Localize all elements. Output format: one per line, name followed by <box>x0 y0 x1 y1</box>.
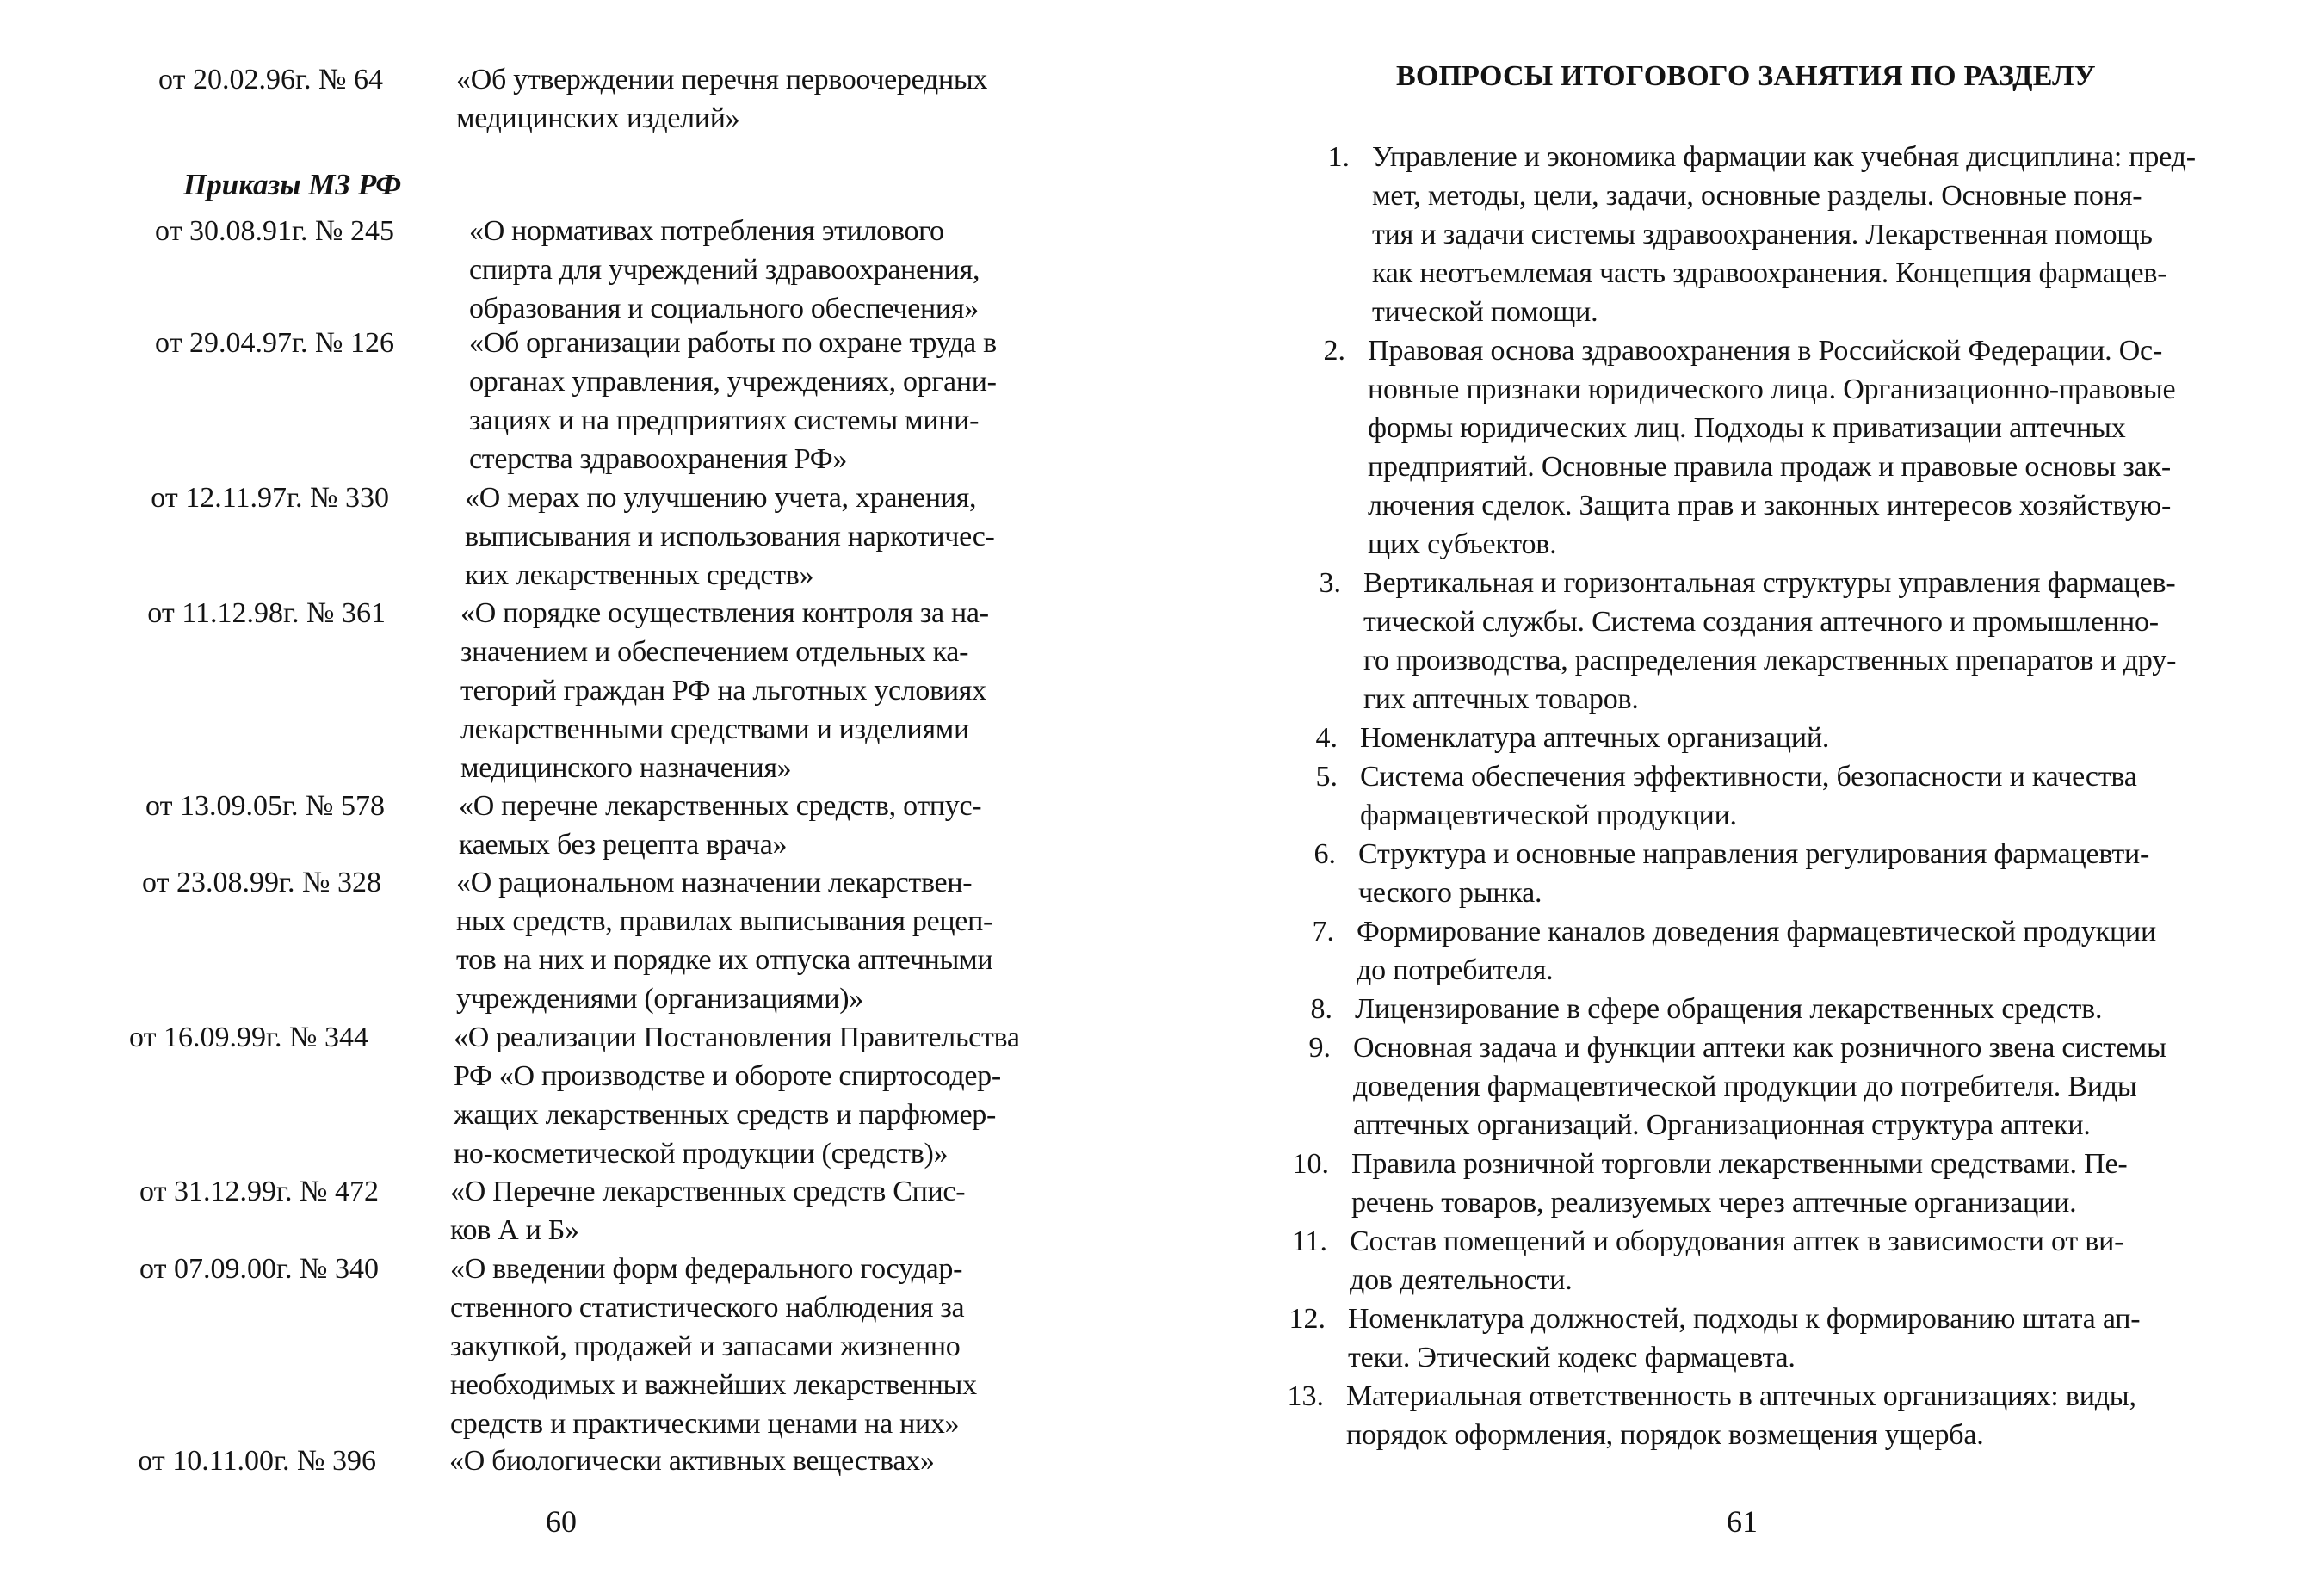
order-title-line: «О введении форм федерального государ- <box>450 1253 963 1285</box>
question-text <box>1360 757 2221 835</box>
order-date: от 31.12.99г. № 472 <box>139 1176 379 1207</box>
question-text <box>1353 1028 2214 1145</box>
question-text-line: лючения сделок. Защита прав и законных интересов хозяйствую- <box>1368 490 2172 522</box>
order-date: от 07.09.00г. № 340 <box>139 1253 379 1285</box>
question-number: 12. <box>1289 1303 1326 1335</box>
order-date: от 20.02.96г. № 64 <box>158 64 383 96</box>
question-text-line: Лицензирование в сфере обращения лекарственных средств. <box>1355 993 2103 1025</box>
question-text <box>1357 912 2217 990</box>
order-title-line: значением и обеспечением отдельных ка- <box>460 636 969 668</box>
order-title-line: ков А и Б» <box>450 1214 579 1246</box>
question-text <box>1348 1299 2209 1377</box>
order-title-line: «О Перечне лекарственных средств Спис- <box>450 1176 966 1207</box>
question-text-line: тия и задачи системы здравоохранения. Лекарственная помощь <box>1372 219 2153 250</box>
question-text-line: Управление и экономика фармации как учебная дисциплина: пред- <box>1372 141 2196 173</box>
question-text-line: фармацевтической продукции. <box>1360 799 1737 831</box>
question-text-line: Материальная ответственность в аптечных организациях: виды, <box>1346 1380 2136 1412</box>
question-text-line: речень товаров, реализуемых через аптечные организации. <box>1351 1187 2077 1219</box>
order-title <box>456 60 1059 138</box>
question-text-line: аптечных организаций. Организационная структура аптеки. <box>1353 1109 2091 1141</box>
order-title-line: «О нормативах потребления этилового <box>469 215 944 247</box>
order-title <box>450 1172 1053 1250</box>
order-date: от 23.08.99г. № 328 <box>142 867 381 898</box>
order-title-line: закупкой, продажей и запасами жизненно <box>450 1330 961 1362</box>
order-title-line: зациях и на предприятиях системы мини- <box>469 404 980 436</box>
question-text-line: Правовая основа здравоохранения в Российской Федерации. Ос- <box>1368 335 2163 367</box>
question-text-line: Формирование каналов доведения фармацевтической продукции <box>1357 916 2157 947</box>
question-number: 10. <box>1292 1148 1329 1180</box>
question-text <box>1350 1222 2210 1299</box>
question-text <box>1358 835 2219 912</box>
order-title-line: ных средств, правилах выписывания рецеп- <box>456 905 993 937</box>
question-text-line: Система обеспечения эффективности, безопасности и качества <box>1360 761 2137 793</box>
question-text <box>1351 1145 2212 1222</box>
question-text-line: новные признаки юридического лица. Организационно-правовые <box>1368 373 2176 405</box>
question-text-line: доведения фармацевтической продукции до потребителя. Виды <box>1353 1071 2137 1102</box>
order-date: от 13.09.05г. № 578 <box>145 790 385 822</box>
order-title-line: тегорий граждан РФ на льготных условиях <box>460 675 986 707</box>
order-title <box>459 787 1061 864</box>
order-title-line: «Об организации работы по охране труда в <box>469 327 997 359</box>
order-date: от 29.04.97г. № 126 <box>155 327 394 359</box>
question-text <box>1360 719 2221 757</box>
order-title-line: ких лекарственных средств» <box>465 559 814 591</box>
order-title-line: органах управления, учреждениях, органи- <box>469 366 997 398</box>
question-text-line: гих аптечных товаров. <box>1363 683 1639 715</box>
question-number: 2. <box>1323 335 1345 367</box>
section-title: ВОПРОСЫ ИТОГОВОГО ЗАНЯТИЯ ПО РАЗДЕЛУ <box>1396 60 2096 92</box>
order-date: от 11.12.98г. № 361 <box>147 597 386 629</box>
order-title-line: «О мерах по улучшению учета, хранения, <box>465 482 977 514</box>
order-title <box>456 863 1059 1018</box>
question-text <box>1372 138 2233 331</box>
right-page <box>1162 0 2324 1574</box>
page-number: 61 <box>1727 1504 1758 1539</box>
question-text-line: Правила розничной торговли лекарственными средствами. Пе- <box>1351 1148 2128 1180</box>
question-number: 9. <box>1308 1032 1331 1064</box>
question-text-line: щих субъектов. <box>1368 528 1557 560</box>
order-date: от 16.09.99г. № 344 <box>129 1022 368 1053</box>
order-title-line: лекарственными средствами и изделиями <box>460 713 969 745</box>
question-number: 11. <box>1291 1225 1327 1257</box>
order-title-line: жащих лекарственных средств и парфюмер- <box>454 1099 996 1131</box>
order-date: от 12.11.97г. № 330 <box>151 482 389 514</box>
order-title <box>450 1250 1053 1443</box>
question-number: 5. <box>1315 761 1338 793</box>
question-text-line: мет, методы, цели, задачи, основные разделы. Основные поня- <box>1372 180 2142 212</box>
order-title-line: «О реализации Постановления Правительства <box>454 1022 1020 1053</box>
order-title-line: медицинских изделий» <box>456 102 740 134</box>
order-date: от 30.08.91г. № 245 <box>155 215 394 247</box>
order-title-line: ственного статистического наблюдения за <box>450 1292 965 1324</box>
order-title <box>460 594 1063 787</box>
order-title-line: «О биологически активных веществах» <box>449 1445 935 1477</box>
question-text-line: Состав помещений и оборудования аптек в зависимости от ви- <box>1350 1225 2124 1257</box>
question-number: 6. <box>1313 838 1336 870</box>
order-title-line: спирта для учреждений здравоохранения, <box>469 254 980 286</box>
question-text-line: теки. Этический кодекс фармацевта. <box>1348 1342 1796 1373</box>
question-text-line: Основная задача и функции аптеки как розничного звена системы <box>1353 1032 2166 1064</box>
order-title-line: образования и социального обеспечения» <box>469 293 979 324</box>
question-text-line: порядок оформления, порядок возмещения ущерба. <box>1346 1419 1984 1451</box>
order-title-line: «Об утверждении перечня первоочередных <box>456 64 988 96</box>
order-title <box>465 478 1067 595</box>
order-title-line: медицинского назначения» <box>460 752 792 784</box>
order-title-line: необходимых и важнейших лекарственных <box>450 1369 977 1401</box>
question-text <box>1363 564 2224 719</box>
order-title <box>454 1018 1056 1173</box>
order-title-line: выписывания и использования наркотичес- <box>465 521 995 552</box>
question-text-line: тической службы. Система создания аптечного и промышленно- <box>1363 606 2159 638</box>
question-text-line: Структура и основные направления регулирования фармацевти- <box>1358 838 2150 870</box>
order-title-line: тов на них и порядке их отпуска аптечными <box>456 944 993 976</box>
order-title <box>469 324 1072 478</box>
question-number: 7. <box>1312 916 1334 947</box>
question-text-line: Номенклатура должностей, подходы к формированию штата ап- <box>1348 1303 2141 1335</box>
order-title-line: «О перечне лекарственных средств, отпус- <box>459 790 982 822</box>
question-text-line: Номенклатура аптечных организаций. <box>1360 722 1830 754</box>
question-text-line: дов деятельности. <box>1350 1264 1573 1296</box>
question-number: 13. <box>1287 1380 1324 1412</box>
order-title <box>469 212 1072 328</box>
question-number: 1. <box>1327 141 1350 173</box>
order-title-line: «О рациональном назначении лекарствен- <box>456 867 973 898</box>
order-title-line: каемых без рецепта врача» <box>459 829 788 861</box>
order-title-line: учреждениями (организациями)» <box>456 983 863 1015</box>
question-text-line: как неотъемлемая часть здравоохранения. Концепция фармацев- <box>1372 257 2167 289</box>
question-text-line: го производства, распределения лекарственных препаратов и дру- <box>1363 645 2177 676</box>
question-text-line: тической помощи. <box>1372 296 1598 328</box>
section-heading: Приказы МЗ РФ <box>183 168 402 201</box>
question-text-line: до потребителя. <box>1357 954 1554 986</box>
question-text-line: Вертикальная и горизонтальная структуры управления фармацев- <box>1363 567 2176 599</box>
question-text <box>1346 1377 2207 1454</box>
order-title <box>449 1441 1052 1480</box>
order-title-line: РФ «О производстве и обороте спиртосодер- <box>454 1060 1001 1092</box>
question-text <box>1355 990 2216 1028</box>
order-date: от 10.11.00г. № 396 <box>138 1445 376 1477</box>
order-title-line: но-косметической продукции (средств)» <box>454 1138 949 1170</box>
question-number: 8. <box>1310 993 1332 1025</box>
order-title-line: стерства здравоохранения РФ» <box>469 443 848 475</box>
order-title-line: «О порядке осуществления контроля за на- <box>460 597 989 629</box>
question-text-line: формы юридических лиц. Подходы к приватизации аптечных <box>1368 412 2126 444</box>
question-number: 4. <box>1315 722 1338 754</box>
question-text-line: предприятий. Основные правила продаж и правовые основы зак- <box>1368 451 2172 483</box>
question-number: 3. <box>1319 567 1341 599</box>
order-title-line: средств и практическими ценами на них» <box>450 1408 960 1440</box>
question-text <box>1368 331 2228 564</box>
page-number: 60 <box>546 1504 577 1539</box>
question-text-line: ческого рынка. <box>1358 877 1542 909</box>
